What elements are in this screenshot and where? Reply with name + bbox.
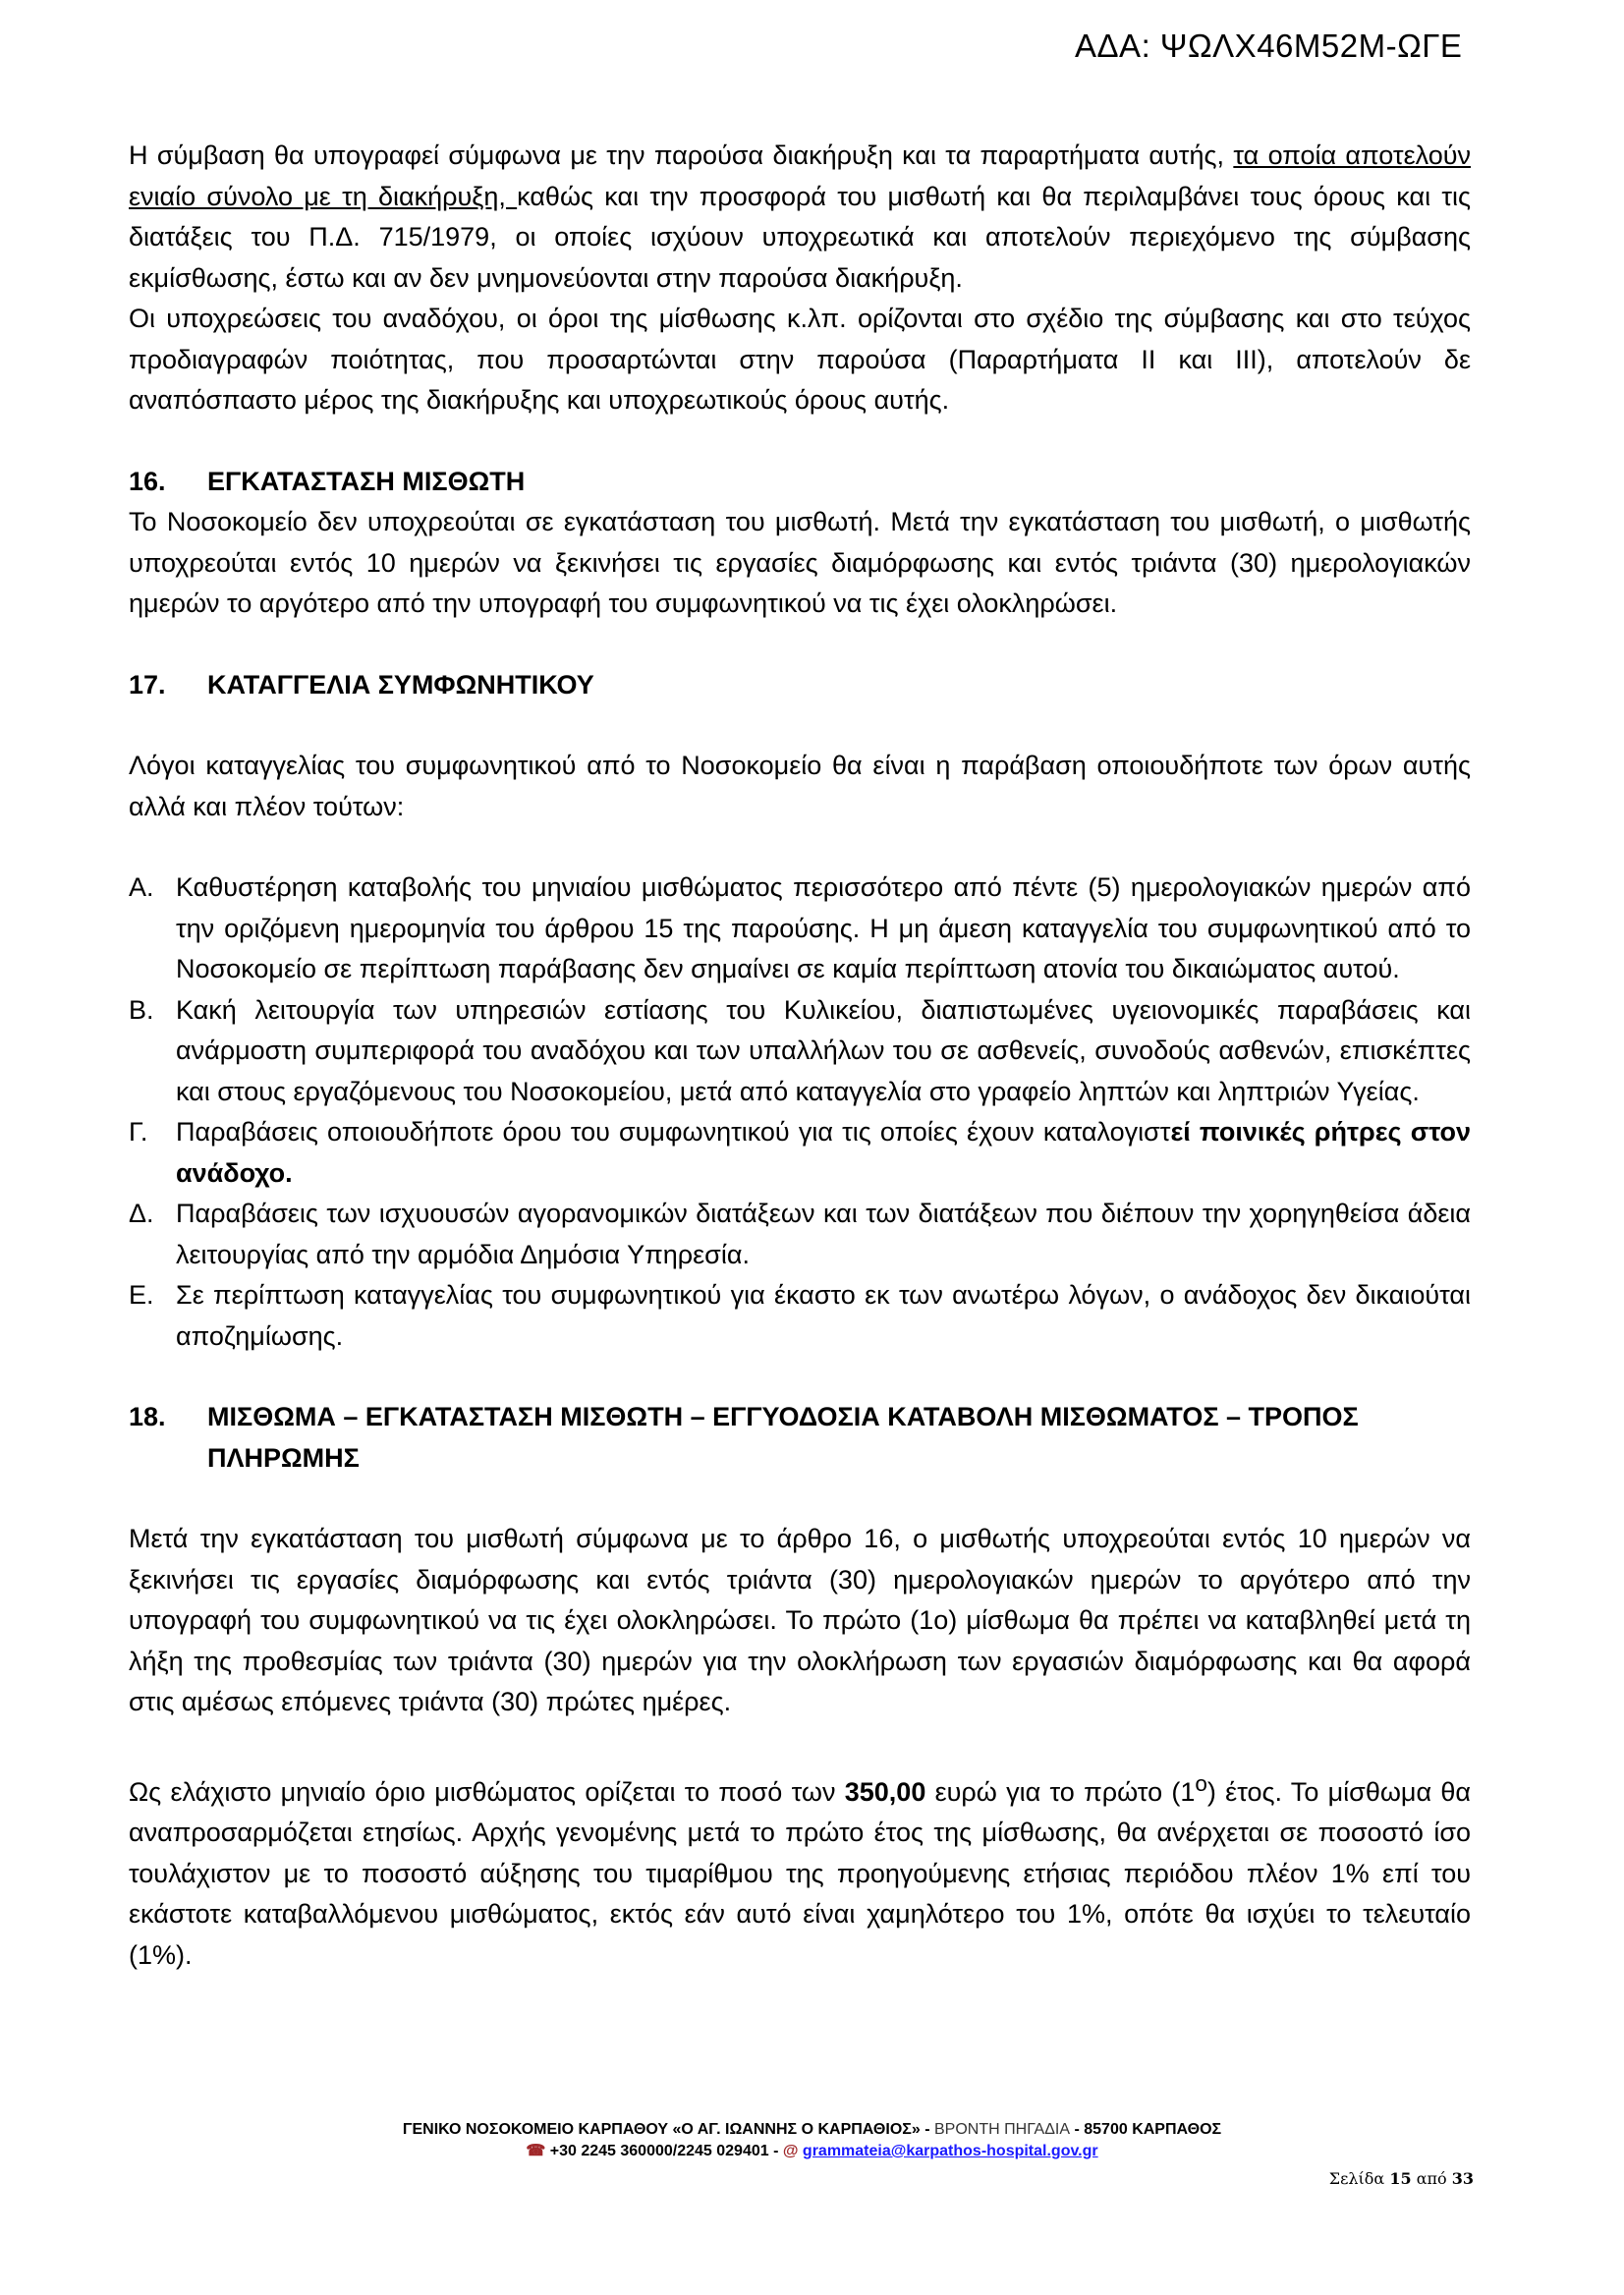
list-item xyxy=(129,1112,1471,1194)
section-18-paragraph-1: Μετά την εγκατάσταση του μισθωτή σύμφωνα με το άρθρο 16, ο μισθωτής υποχρεούται εντός 10 ημερών να ξεκινήσει τις εργασίες διαμόρφωσης και εντός τριάντα (30) ημερολογιακών ημερών το αργότερο από την υπογραφή του συμφωνητικού να τις έχει ολοκληρώσει. Το πρώτο (1ο) μίσθωμα θα πρέπει να καταβληθεί μετά τη λήξη της προθεσμίας των τριάντα (30) ημερών για την ολοκλήρωση των εργασιών διαμόρφωσης και θα αφορά στις αμέσως επόμενες τριάντα (30) πρώτες ημέρες. xyxy=(129,1524,1471,1716)
ada-code: ΑΔΑ: ΨΩΛΧ46Μ52Μ-ΩΓΕ xyxy=(1075,28,1463,64)
current-page: 15 xyxy=(1389,2169,1412,2188)
rent-text-rest: ) έτος. Το μίσθωμα θα αναπροσαρμόζεται ετησίως. Αρχής γενομένης μετά το πρώτο έτος της μίσθωσης, θα ανέρχεται σε ποσοστό ίσο τουλάχιστον με το ποσοστό αύξησης του τιμαρίθμου της προηγούμενης ετήσιας περιόδου πλέον 1% επί του εκάστοτε καταβαλλόμενου μισθώματος, εκτός εάν αυτό είναι χαμηλότερο του 1%, οπότε θα ισχύει το τελευταίο (1%). xyxy=(129,1776,1471,1970)
section-16-heading xyxy=(129,462,1471,503)
page-of-label: από xyxy=(1416,2169,1447,2188)
rent-amount: 350,00 xyxy=(844,1776,926,1807)
termination-reasons-list xyxy=(129,868,1471,1357)
list-item xyxy=(129,1194,1471,1275)
page-footer xyxy=(0,2119,1624,2162)
section-16-body: Το Νοσοκομείο δεν υποχρεούται σε εγκατάσταση του μισθωτή. Μετά την εγκατάσταση του μισθωτή, ο μισθωτής υποχρεούται εντός 10 ημερών να ξεκινήσει τις εργασίες διαμόρφωσης και εντός τριάντα (30) ημερολογιακών ημερών το αργότερο από την υπογραφή του συμφωνητικού να τις έχει ολοκληρώσει. xyxy=(129,507,1471,618)
intro-paragraph-1 xyxy=(129,136,1471,299)
section-17-intro: Λόγοι καταγγελίας του συμφωνητικού από το Νοσοκομείο θα είναι η παράβαση οποιουδήποτε των όρων αυτής αλλά και πλέον τούτων: xyxy=(129,751,1471,821)
page-number xyxy=(1329,2169,1474,2188)
section-18-paragraph-2 xyxy=(129,1763,1471,1977)
item-label: Γ. xyxy=(129,1117,148,1147)
rent-text: Ως ελάχιστο μηνιαίο όριο μισθώματος ορίζεται το ποσό των xyxy=(129,1776,845,1807)
item-text: Παραβάσεις των ισχυουσών αγορανομικών διατάξεων και των διατάξεων που διέπουν την χορηγηθείσα άδεια λειτουργίας από την αρμόδια Δημόσια Υπηρεσία. xyxy=(176,1199,1471,1269)
section-18-heading xyxy=(129,1397,1471,1479)
footer-line-2 xyxy=(0,2141,1624,2162)
ordinal-superscript: ο xyxy=(1195,1770,1207,1796)
section-number: 18. xyxy=(129,1402,166,1431)
hospital-address: ΒΡΟΝΤΗ ΠΗΓΑΔΙΑ xyxy=(933,2121,1071,2138)
email-link[interactable]: grammateia@karpathos-hospital.gov.gr xyxy=(802,2143,1098,2159)
item-text: Κακή λειτουργία των υπηρεσιών εστίασης του Κυλικείου, διαπιστωμένες υγειονομικές παραβάσεις και ανάρμοστη συμπεριφορά του αναδόχου και των υπαλλήλων του σε ασθενείς, συνοδούς ασθενών, επισκέπτες και στους εργαζόμενους του Νοσοκομείου, μετά από καταγγελία στο γραφείο ληπτών και ληπτριών Υγείας. xyxy=(176,994,1471,1106)
rent-text-cont: ευρώ για το πρώτο (1 xyxy=(925,1776,1196,1807)
intro-text: Η σύμβαση θα υπογραφεί σύμφωνα με την παρούσα διακήρυξη και τα παραρτήματα αυτής, xyxy=(129,140,1234,170)
item-label: Β. xyxy=(129,994,154,1025)
underlined-text: τα οποία αποτελούν ενιαίο σύνολο με τη διακήρυξη, xyxy=(129,140,1471,211)
separator: - xyxy=(1070,2121,1085,2138)
footer-line-1 xyxy=(0,2119,1624,2141)
section-number: 17. xyxy=(129,669,166,700)
item-label: Α. xyxy=(129,872,154,902)
section-title: ΜΙΣΘΩΜΑ – ΕΓΚΑΤΑΣΤΑΣΗ ΜΙΣΘΩΤΗ – ΕΓΓΥΟΔΟΣΙΑ ΚΑΤΑΒΟΛΗ ΜΙΣΘΩΜΑΤΟΣ – ΤΡΟΠΟΣ ΠΛΗΡΩΜΗΣ xyxy=(207,1402,1359,1473)
item-text: Σε περίπτωση καταγγελίας του συμφωνητικού για έκαστο εκ των ανωτέρω λόγων, ο ανάδοχος δεν δικαιούται αποζημίωσης. xyxy=(176,1280,1471,1351)
intro-paragraph-2: Οι υποχρεώσεις του αναδόχου, οι όροι της μίσθωσης κ.λπ. ορίζονται στο σχέδιο της σύμβασης και στο τεύχος προδιαγραφών ποιότητας, που προσαρτώνται στην παρούσα (Παραρτήματα ΙΙ και ΙΙΙ), αποτελούν δε αναπόσπαστο μέρος της διακήρυξης και υποχρεωτικούς όρους αυτής. xyxy=(129,304,1471,415)
list-item xyxy=(129,990,1471,1113)
list-item xyxy=(129,1275,1471,1357)
section-17-heading xyxy=(129,665,1471,706)
intro-text-cont: καθώς και την προσφορά του μισθωτή και θα περιλαμβάνει τους όρους και τις διατάξεις του Π.Δ. 715/1979, οι οποίες ισχύουν υποχρεωτικά και αποτελούν περιεχόμενο της σύμβασης εκμίσθωσης, έστω και αν δεν μνημονεύονται στην παρούσα διακήρυξη. xyxy=(129,181,1471,293)
item-text-bold: εί ποινικές ρήτρες στον ανάδοχο. xyxy=(176,1117,1471,1188)
item-text-normal: Παραβάσεις οποιουδήποτε όρου του συμφωνητικού για τις οποίες έχουν καταλογιστ xyxy=(176,1117,1171,1147)
postal-code: 85700 ΚΑΡΠΑΘΟΣ xyxy=(1084,2121,1222,2138)
phone-numbers: +30 2245 360000/2245 029401 - xyxy=(545,2143,783,2159)
document-body xyxy=(129,136,1471,1976)
list-item xyxy=(129,868,1471,990)
section-title: ΕΓΚΑΤΑΣΤΑΣΗ ΜΙΣΘΩΤΗ xyxy=(207,466,526,496)
page-label: Σελίδα xyxy=(1328,2169,1385,2188)
item-label: Δ. xyxy=(129,1199,154,1228)
section-title: ΚΑΤΑΓΓΕΛΙΑ ΣΥΜΦΩΝΗΤΙΚΟΥ xyxy=(207,669,594,700)
hospital-name: ΓΕΝΙΚΟ ΝΟΣΟΚΟΜΕΙΟ ΚΑΡΠΑΘΟΥ «Ο ΑΓ. ΙΩΑΝΝΗΣ Ο ΚΑΡΠΑΘΙΟΣ» xyxy=(402,2121,921,2138)
total-pages: 33 xyxy=(1451,2169,1474,2188)
email-icon: @ xyxy=(782,2143,799,2159)
item-text xyxy=(176,1112,1471,1194)
item-text: Καθυστέρηση καταβολής του μηνιαίου μισθώματος περισσότερο από πέντε (5) ημερολογιακών ημερών από την οριζόμενη ημερομηνία του άρθρου 15 της παρούσης. Η μη άμεση καταγγελία του συμφωνητικού από το Νοσοκομείο σε περίπτωση παράβασης δεν σημαίνει σε καμία περίπτωση ατονία του δικαιώματος αυτού. xyxy=(176,872,1471,983)
separator: - xyxy=(920,2121,934,2138)
phone-icon: ☎ xyxy=(526,2143,546,2159)
section-number: 16. xyxy=(129,466,166,496)
item-label: Ε. xyxy=(129,1280,154,1310)
